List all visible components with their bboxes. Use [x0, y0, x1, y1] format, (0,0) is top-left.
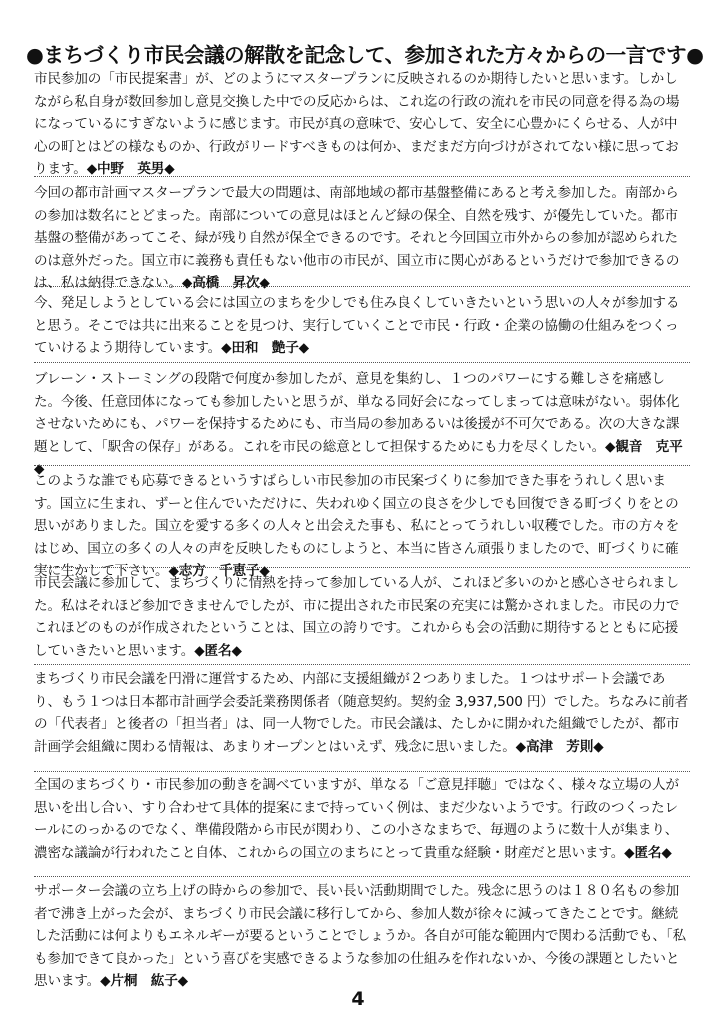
comment-text: 今回の都市計画マスタープランで最大の問題は、南部地域の都市基盤整備にあると考え参加した。南部からの参加は数名にとどまった。南部についての意見はほとんど緑の保全、自然を残す、が優先していた。都市基盤の整備があってこそ、緑が残り自然が保全できるのです。それと今回国立市外からの参加が認められたのは意外だった。国立市に義務も責任もない他市の市民が、国立市に関心があるというだけで参加できるのは、私は納得できない。 [34, 185, 680, 292]
comment-author: ◆志方 千恵子◆ [168, 563, 270, 580]
comment-text: まちづくり市民会議を円滑に運営するため、内部に支援組織が２つありました。１つはサポート会議であり、もう１つは日本都市計画学会委託業務関係者（随意契約。契約金 3,937,500 円）でした。ちなみに前者の「代表者」と後者の「担当者」は、同一人物でした。市民会議は、たしかに開かれた組織でしたが、都市計画学会組織に関わる情報は、あまりオープンとはいえず、残念に思いました。 [34, 671, 689, 755]
comment-section-2 [34, 182, 690, 295]
comment-section-3 [34, 292, 690, 360]
page-number: 4 [351, 988, 365, 1010]
comment-author: ◆匿名◆ [194, 642, 242, 659]
comment-author: ◆高橋 昇次◆ [181, 275, 270, 292]
section-divider [34, 286, 690, 287]
comment-section-8 [34, 774, 690, 864]
comment-author: ◆匿名◆ [624, 844, 672, 861]
comment-text: このような誰でも応募できるというすばらしい市民参加の市民案づくりに参加できた事をうれしく思います。国立に生まれ、ずーと住んでいただけに、失われゆく国立の良さを少しでも回復できる町づくりをとの思いがありました。国立を愛する多くの人々と出会えた事も、私にとってうれしい収穫でした。市の方々をはじめ、国立の多くの人々の声を反映したものにしようと、本当に皆さん頑張りましたので、町づくりに確実に生かして下さい。 [34, 473, 680, 580]
comment-section-6 [34, 572, 690, 662]
section-divider [34, 176, 690, 177]
comment-text: ブレーン・ストーミングの段階で何度か参加したが、意見を集約し、１つのパワーにする難しさを痛感した。今後、任意団体になっても参加したいと思うが、単なる同好会になってしまっては意味がない。弱体化させないためにも、パワーを保持するためにも、市当局の参加あるいは後援が不可欠である。次の大きな課題として、「駅舎の保存」がある。これを市民の総意として担保するためにも力を尽くしたい。 [34, 371, 680, 455]
comment-author: ◆片桐 紘子◆ [100, 973, 188, 990]
section-divider [34, 876, 690, 877]
section-divider [34, 567, 690, 568]
comment-text: 今、発足しようとしている会には国立のまちを少しでも住み良くしていきたいという思いの人々が参加すると思う。そこでは共に出来ることを見つけ、実行していくことで市民・行政・企業の協働の仕組みをつくっていけるよう期待しています。 [34, 295, 680, 357]
comment-section-9 [34, 880, 690, 993]
comment-author: ◆高津 芳則◆ [515, 738, 604, 755]
comment-author: ◆田和 艶子◆ [221, 340, 309, 357]
comment-section-7 [34, 668, 690, 758]
comment-author: ◆観音 克平◆ [34, 438, 683, 478]
comment-text: サポーター会議の立ち上げの時からの参加で、長い長い活動期間でした。残念に思うのは１８０名もの参加者で沸き上がった会が、まちづくり市民会議に移行してから、参加人数が徐々に減ってきたことです。継続した活動には何よりもエネルギーが要るということでしょうか。各自が可能な範囲内で関わる活動でも、「私も参加できて良かった」という喜びを実感できるような参加の仕組みを作れないか、今後の課題としたいと思います。 [34, 883, 686, 990]
comment-text: 市民会議に参加して、まちづくりに情熱を持って参加している人が、これほど多いのかと感心させられました。私はそれほど参加できませんでしたが、市に提出された市民案の充実には驚かされました。市民の力でこれほどのものが作成されたということは、国立の誇りです。これからも会の活動に期待するとともに応援していきたいと思います。 [34, 575, 680, 659]
section-divider [34, 771, 690, 772]
comment-text: 全国のまちづくり・市民参加の動きを調べていますが、単なる「ご意見拝聴」ではなく、様々な立場の人が思いを出し合い、すり合わせて具体的提案にまで持っていく例は、まだ少ないようです。行政のつくったレールにのっかるのでなく、準備段階から市民が関わり、この小さなまちで、毎週のように数十人が集まり、濃密な議論が行われたこと自体、これからの国立のまちにとって貴重な経験・財産だと思います。 [34, 777, 679, 861]
section-divider [34, 465, 690, 466]
section-divider [34, 664, 690, 665]
section-divider [34, 362, 690, 363]
comment-text: 市民参加の「市民提案書」が、どのようにマスタープランに反映されるのか期待したいと思います。しかしながら私自身が数回参加し意見交換した中での反応からは、これ迄の行政の流れを市民の同意を得る為の場になっているにすぎないように感じます。市民が真の意味で、安心して、安全に心豊かにくらせる、人が中心の町とはどの様なものか、行政がリードすべきものは何か、まだまだ方向づけがされてない様に思っております。 [34, 71, 680, 178]
comment-section-1 [34, 68, 690, 181]
page-title: ●まちづくり市民会議の解散を記念して、参加された方々からの一言です● [26, 43, 704, 67]
comment-author: ◆中野 英男◆ [86, 161, 175, 178]
